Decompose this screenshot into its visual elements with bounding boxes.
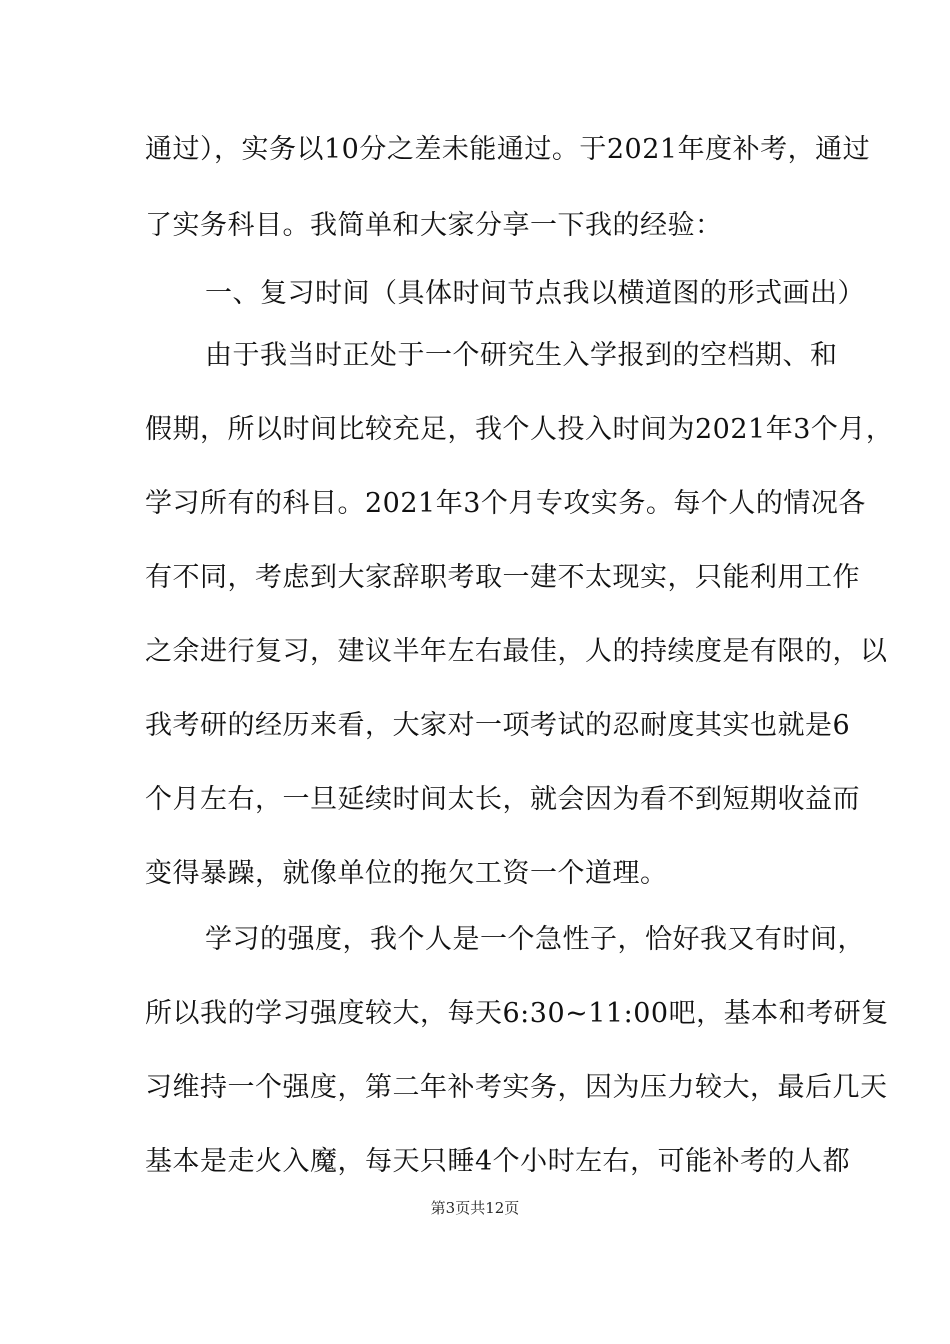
text-line: 了实务科目。我简单和大家分享一下我的经验： (145, 210, 723, 241)
text-line: 由于我当时正处于一个研究生入学报到的空档期、和 (205, 340, 838, 371)
text-line: 所以我的学习强度较大，每天6:30~11:00吧，基本和考研复 (145, 998, 889, 1029)
text-line: 个月左右，一旦延续时间太长，就会因为看不到短期收益而 (145, 784, 860, 815)
text-line: 之余进行复习，建议半年左右最佳，人的持续度是有限的，以 (145, 636, 888, 667)
text-line: 习维持一个强度，第二年补考实务，因为压力较大，最后几天 (145, 1072, 888, 1103)
text-line: 我考研的经历来看，大家对一项考试的忍耐度其实也就是6 (145, 710, 851, 741)
page-footer: 第3页共12页 (430, 1199, 520, 1217)
text-line: 基本是走火入魔，每天只睡4个小时左右，可能补考的人都 (145, 1146, 851, 1177)
text-line: 学习的强度，我个人是一个急性子，恰好我又有时间， (205, 924, 865, 955)
text-line: 通过），实务以10分之差未能通过。于2021年度补考，通过 (145, 134, 871, 165)
text-line: 变得暴躁，就像单位的拖欠工资一个道理。 (145, 858, 668, 889)
section-heading: 一、复习时间（具体时间节点我以横道图的形式画出） (205, 278, 865, 309)
text-line: 有不同，考虑到大家辞职考取一建不太现实，只能利用工作 (145, 562, 860, 593)
text-line: 学习所有的科目。2021年3个月专攻实务。每个人的情况各 (145, 488, 866, 519)
text-line: 假期，所以时间比较充足，我个人投入时间为2021年3个月， (145, 414, 894, 445)
